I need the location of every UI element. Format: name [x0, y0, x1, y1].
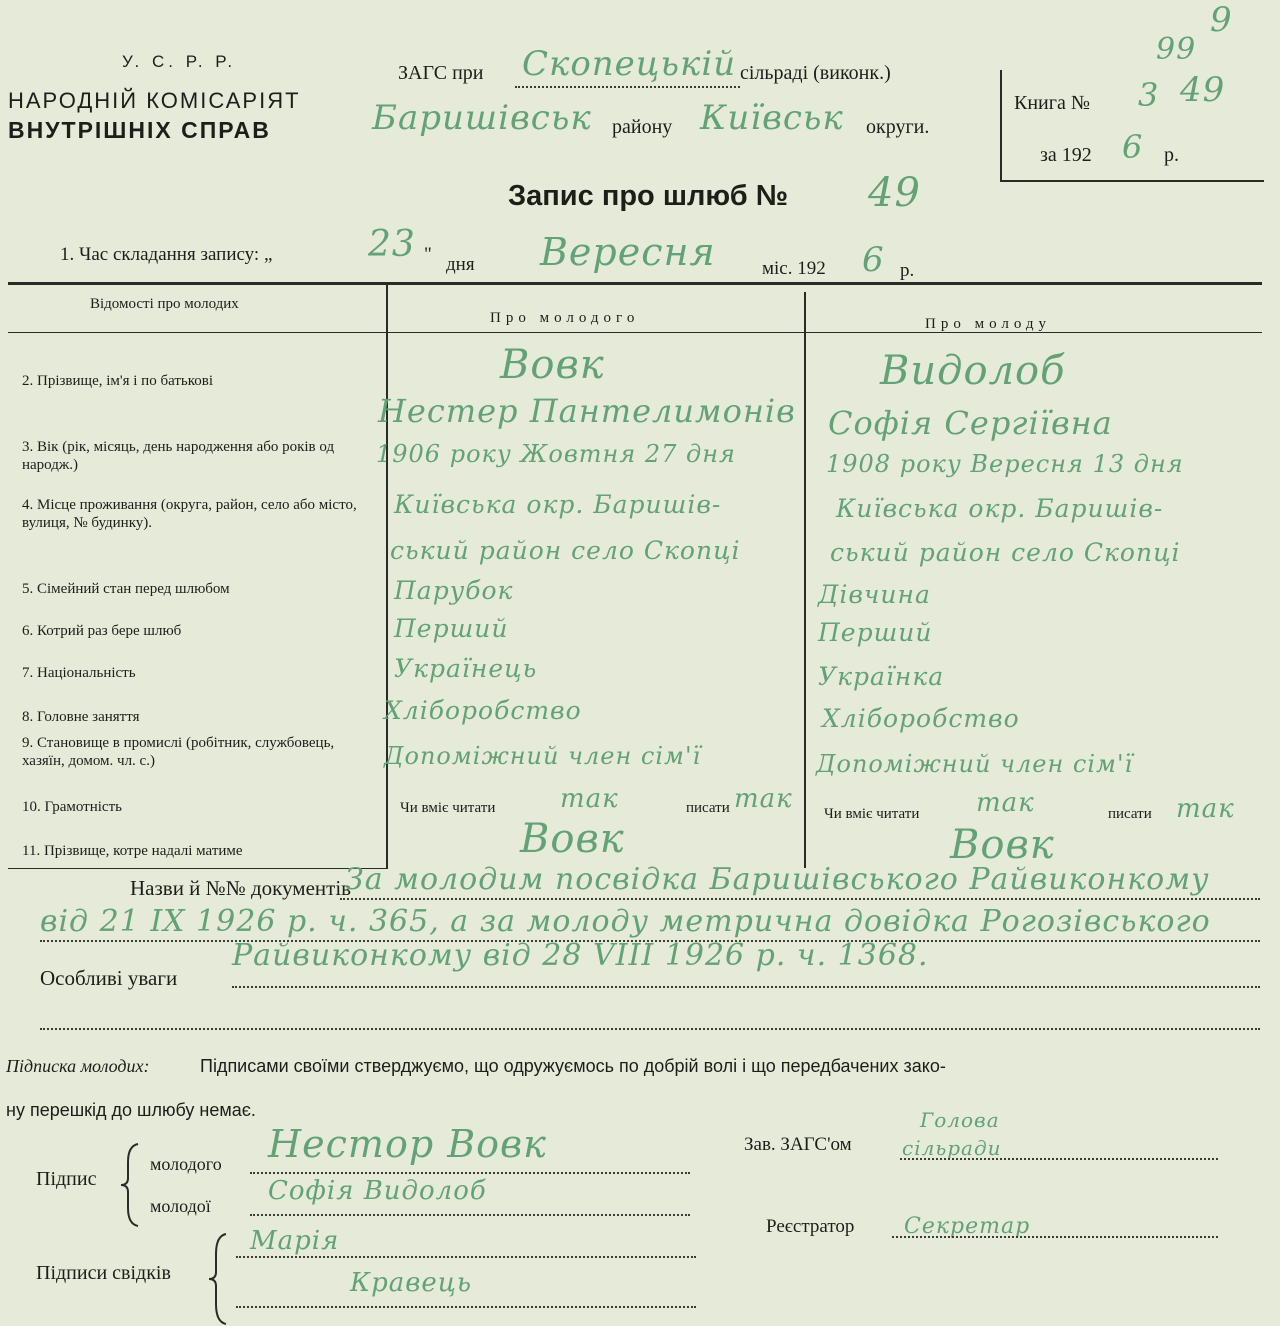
- subscription-text2: ну перешкід до шлюбу немає.: [6, 1100, 256, 1120]
- date-day-close: ": [424, 244, 432, 265]
- book-year-prefix: за 192: [1040, 144, 1092, 166]
- groom-new-surname-hw: Вовк: [520, 816, 625, 862]
- groom-residence1-hw: Київська окр. Баришів-: [394, 490, 722, 519]
- commissariat-line2: ВНУТРІШНІХ СПРАВ: [8, 117, 271, 143]
- signature-label: Підпис: [36, 1168, 97, 1190]
- notes-rule-2: [40, 1028, 1260, 1030]
- book-label: Книга №: [1014, 92, 1090, 114]
- zags-village-hw: Скопецькій: [522, 44, 737, 84]
- book-number2-hw: 49: [1180, 70, 1226, 110]
- documents-line1-hw: За молодим посвідка Баришівського Райвиконкому: [345, 862, 1210, 897]
- bride-read-hw: так: [976, 788, 1035, 818]
- witnesses-brace: [206, 1232, 230, 1326]
- table-col-divider-1: [386, 284, 388, 868]
- ussr-label: У. С. Р. Р.: [122, 52, 237, 71]
- bride-occupation-hw: Хліборобство: [822, 704, 1020, 733]
- groom-sig-label: молодого: [150, 1154, 222, 1174]
- row-label-times: 6. Котрий раз бере шлюб: [22, 623, 182, 639]
- witness1-hw: Марія: [250, 1226, 340, 1256]
- head-label: Зав. ЗАГС'ом: [744, 1134, 852, 1155]
- groom-occupation-hw: Хліборобство: [384, 696, 582, 725]
- registrar-hw: Секретар: [904, 1214, 1031, 1239]
- table-bottom-rule: [8, 868, 388, 869]
- date-day-hw: 23: [368, 224, 416, 265]
- groom-times-hw: Перший: [394, 614, 509, 643]
- zags-village-line: [515, 86, 740, 88]
- groom-status-hw: Допоміжний член сім'ї: [384, 742, 702, 770]
- notes-label: Особливі уваги: [40, 966, 178, 990]
- book-number-hw: 3: [1138, 76, 1160, 114]
- groom-signature-hw: Нестор Вовк: [268, 1122, 547, 1166]
- bride-signature-hw: Софія Видолоб: [268, 1176, 487, 1206]
- bride-read-label: Чи вміє читати: [824, 806, 920, 822]
- commissariat-line1: НАРОДНІЙ КОМІСАРІЯТ: [8, 88, 301, 113]
- row-label-age: 3. Вік (рік, місяць, день народження або років од народж.): [22, 439, 335, 473]
- bride-residence2-hw: ський район село Скопці: [830, 538, 1181, 567]
- head-hw-bottom: сільради: [902, 1136, 1002, 1160]
- groom-read-hw: так: [560, 784, 619, 814]
- bride-surname-hw: Видолоб: [880, 348, 1066, 394]
- table-top-rule: [8, 282, 1262, 285]
- district-label: району: [612, 116, 673, 138]
- col-header-groom: Про молодого: [490, 310, 640, 326]
- head-sig-line: [900, 1158, 1218, 1160]
- bride-sig-line: [250, 1214, 690, 1216]
- bride-status-hw: Допоміжний член сім'ї: [816, 750, 1134, 778]
- row-label-literacy: 10. Грамотність: [22, 799, 122, 815]
- groom-nationality-hw: Українець: [394, 654, 538, 683]
- table-head-rule: [8, 332, 1262, 333]
- bride-sig-label: молодої: [150, 1196, 211, 1216]
- witness2-line: [236, 1306, 696, 1308]
- bride-age-hw: 1908 року Вересня 13 дня: [826, 450, 1184, 478]
- signature-brace: [118, 1142, 142, 1228]
- witness2-hw: Кравець: [350, 1268, 473, 1298]
- corner-number2-hw: 99: [1156, 32, 1197, 67]
- witnesses-label: Підписи свідків: [36, 1262, 171, 1284]
- groom-name-hw: Нестер Пантелимонів: [378, 392, 796, 430]
- row-label-occupation: 8. Головне заняття: [22, 709, 140, 725]
- row-label-marital: 5. Сімейний стан перед шлюбом: [22, 581, 230, 597]
- notes-rule-1: [232, 986, 1260, 988]
- groom-residence2-hw: ський район село Скопці: [390, 536, 741, 565]
- documents-line3-hw: Райвиконкому від 28 VIII 1926 р. ч. 1368.: [232, 938, 929, 973]
- date-year-end: р.: [900, 260, 915, 281]
- bride-write-hw: так: [1176, 794, 1235, 824]
- documents-line1-rule: [340, 898, 1260, 900]
- head-hw-top: Голова: [920, 1108, 1000, 1132]
- okrug-label: округи.: [866, 116, 930, 138]
- registrar-label: Реєстратор: [766, 1216, 855, 1237]
- date-year-hw: 6: [862, 240, 885, 280]
- bride-times-hw: Перший: [818, 618, 933, 647]
- subscription-label: Підписка молодих:: [6, 1056, 150, 1076]
- row-label-nationality: 7. Національність: [22, 665, 136, 681]
- date-label: 1. Час складання запису: „: [60, 244, 273, 265]
- table-col-divider-2: [804, 292, 806, 868]
- col-header-fields: Відомості про молодих: [90, 296, 239, 312]
- row-label-status: 9. Становище в промислі (робітник, службовець, хазяїн, домом. чл. с.): [22, 735, 335, 769]
- bride-residence1-hw: Київська окр. Баришів-: [836, 494, 1164, 523]
- row-label-name: 2. Прізвище, ім'я і по батькові: [22, 373, 214, 389]
- groom-write-hw: так: [734, 784, 793, 814]
- bride-nationality-hw: Українка: [818, 662, 945, 691]
- date-month-hw: Вересня: [540, 230, 716, 274]
- subscription-text1: Підписами своїми стверджуємо, що одружуємось по добрій волі і що передбачених зако-: [200, 1056, 946, 1076]
- date-month-label: міс. 192: [762, 258, 826, 279]
- groom-read-label: Чи вміє читати: [400, 800, 496, 816]
- corner-number-hw: 9: [1210, 0, 1233, 40]
- groom-surname-hw: Вовк: [500, 342, 605, 388]
- book-year-suffix: р.: [1164, 144, 1179, 166]
- groom-age-hw: 1906 року Жовтня 27 дня: [376, 440, 736, 468]
- registrar-sig-line: [892, 1236, 1218, 1238]
- zags-prefix: ЗАГС при: [398, 62, 484, 84]
- groom-marital-hw: Парубок: [394, 576, 514, 605]
- row-label-residence: 4. Місце проживання (округа, район, село або місто, вулиця, № будинку).: [22, 497, 357, 531]
- groom-sig-line: [250, 1172, 690, 1174]
- zags-suffix: сільраді (виконк.): [740, 62, 891, 84]
- groom-write-label: писати: [686, 800, 730, 816]
- book-year-hw: 6: [1122, 128, 1144, 166]
- bride-name-hw: Софія Сергіївна: [828, 404, 1113, 442]
- bride-new-surname-hw: Вовк: [950, 822, 1055, 868]
- documents-line2-hw: від 21 IX 1926 р. ч. 365, а за молоду метрична довідка Рогозівського: [40, 904, 1211, 939]
- documents-label: Назви й №№ документів: [130, 876, 352, 900]
- record-title: Запис про шлюб №: [508, 180, 789, 212]
- bride-marital-hw: Дівчина: [818, 580, 931, 609]
- district-hw: Баришівськ: [372, 98, 592, 138]
- record-number-hw: 49: [868, 170, 921, 216]
- row-label-surname: 11. Прізвище, котре надалі матиме: [22, 843, 243, 859]
- date-day-word: дня: [446, 254, 475, 275]
- okrug-hw: Київськ: [700, 98, 844, 138]
- col-header-bride: Про молоду: [925, 316, 1052, 332]
- bride-write-label: писати: [1108, 806, 1152, 822]
- witness1-line: [236, 1256, 696, 1258]
